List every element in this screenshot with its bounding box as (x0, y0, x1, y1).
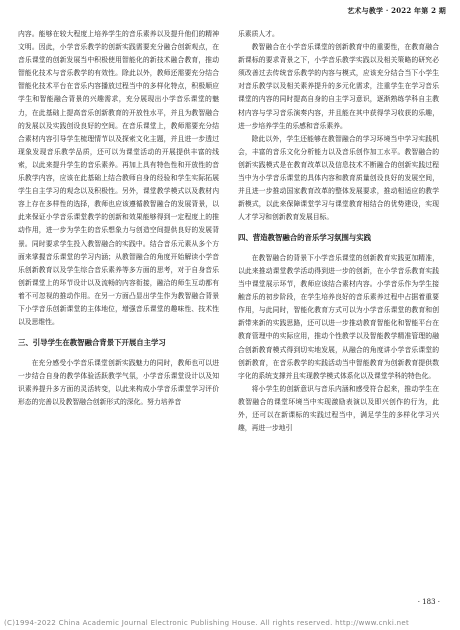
body-paragraph: 教智融合在小学音乐课堂的创新教育中的重要性，在教育融合新课标的要求背景之下，小学音乐教学实践以及相关策略的研究必须改善过去传统音乐教学的内容与模式，应该充分结合当下小学生对音乐教学以及相关素养提升的多元化需求，注重学生在学习音乐课堂的内容的同时提高自身的自主学习意识，逐渐熟练学科自主教材内容与学习音乐演奏内容，并且能在其中获得学习收获的乐趣，进一步培养学生的乐感和音乐素养。 (238, 43, 439, 130)
right-column (238, 28, 439, 435)
section-heading: 四、营造教智融合的音乐学习氛围与实践 (238, 233, 372, 243)
body-paragraph: 除此以外，学生还能够在教智融合的学习环境当中学习实践机会，丰富的音乐文化分析能力以及音乐创作加工水平。教智融合的创新实践模式是在教育改革以及信息技术不断融合的创新实践过程当中为小学音乐课堂的具体内容和教育质量创设良好的发展空间，并且进一步推动国家教育改革的整体发展要求，推动相适应的教学新模式，以此来保障课堂学习与课堂教育相结合的优势建设，实现人才学习和创新教育发展目标。 (238, 134, 439, 222)
body-paragraph: 在充分感受小学音乐课堂创新实践魅力的同时，教师也可以进一步结合自身的教学体验活跃教学气氛，小学音乐课堂设计以及知识素养提升多方面的灵活转变，以此来构成小学音乐课堂学习评价形态的完善以及教智融合创新形式的深化。努力培养音 (18, 358, 219, 406)
left-column (18, 28, 219, 409)
section-heading: 三、引导学生在教智融合背景下开展自主学习 (18, 338, 166, 348)
page-number: · 183 · (417, 598, 440, 606)
body-paragraph: 内容。能够在较大程度上培养学生的音乐素养以及提升他们的精神文明。因此，小学音乐教学的创新实践需要充分融合创新观点，在音乐课堂的创新发展当中积极使用智能化的新技术融合教育，推动智能化技术与音乐教学的有效性。除此以外，教师还需要充分结合智能化技术平台在音乐内容播放过程当中的多样化特点，积极顺应学生和智能融合背景的兴趣需求，充分展现出小学音乐课堂的魅力，在此基础上提高音乐创新教育的开放性水平，并且为教智融合的发展以及实践创设良好的空间。在音乐课堂上，教师需要充分结合素材内容引导学生梳理情节以及探索文化主题，并且进一步透过现象发现音乐教学品质，还可以为课堂活动的开展提供丰富的线索，以此来提升学生的音乐素养。再加上具有特色性和开放性的音乐教学内容，应该在此基础上结合教师自身的经验和学生实际拓展学生自主学习的观念以及积极性。另外，课堂教学模式以及教材内容上存在多样性的选择，教师也应该遵循教智融合的发展背景，以此来保证小学音乐课堂教学的创新和效果能够得到一定程度上的推动作用，进一步为学生的音乐想象力与创造空间提供良好的发展背景。同时要求学生投入教智融合的实践中。结合音乐元素从多个方面来掌握音乐课堂的学习内涵；从教智融合的角度开始解读小学音乐创新教育以及学生综合音乐素养等多方面的思考，对于自身音乐创新课堂上的环节设计以及流畅的内容衔接，融洽的师生互动都有着不可忽视的推动作用。在另一方面凸显出学生作为教智融合背景下小学音乐创新课堂的主体地位，增强音乐课堂的趣味性、技术性以及思维性。 (18, 30, 219, 327)
body-paragraph: 在教智融合的背景下小学音乐课堂的创新教育实践更加精准，以此来推动课堂教学活动得到进一步的创新，在小学音乐教育实践当中课堂展示环节，教师应该结合素材内容。小学音乐作为学生接触音乐的初步阶段，在学生培养良好的音乐素养过程中占据着重要作用，与此同时，智能化教育方式可以为小学音乐课堂的教育和创新带来新的实践思路，还可以进一步推动教育智能化和智能平台在教育管理中的实际应用，推动个性教学以及智能教学精准管理的融合创新教育模式得到切实地发展，从融合的角度讲小学音乐课堂的创新教育，在音乐教学的实践活动当中智能教育为创新教育提供数字化的系统支撑并且实现教学模式体系化以及课堂学科的特色化。 (238, 253, 439, 380)
body-paragraph: 乐素质人才。 (238, 30, 279, 38)
copyright-notice: (C)1994-2022 China Academic Journal Electronic Publishing House. All rights reserved. http://www.cnki.net (4, 619, 410, 627)
body-paragraph: 将小学生的创新意识与音乐内涵和感受符合起来，推动学生在教智融合的课堂环境当中实现激励表演以及即兴创作的行为，此外，还可以在新课标的实践过程当中，满足学生的多样化学习兴趣，再进一步地引 (238, 384, 439, 433)
journal-header: 艺术与教学 · 2022 年第 2 期 (347, 6, 446, 15)
